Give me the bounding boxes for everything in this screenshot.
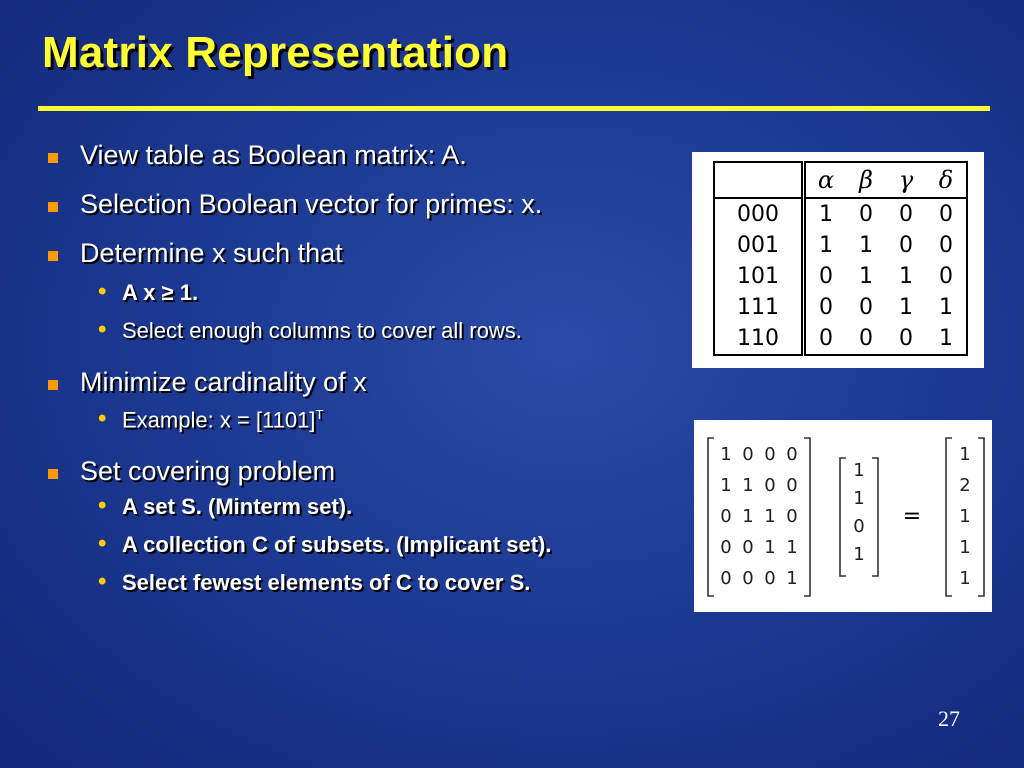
bullet-item — [44, 189, 684, 238]
sub-bullet-text: Select enough columns to cover all rows. — [122, 318, 522, 343]
row-label: 101 — [714, 261, 804, 292]
result-cell: 1 — [959, 444, 971, 465]
table-cell: 0 — [819, 264, 833, 289]
sub-bullet-item — [44, 532, 684, 570]
row-label: 000 — [714, 198, 804, 230]
sub-bullet-item — [44, 407, 684, 456]
matrix-a-cell: 1 — [786, 537, 798, 558]
bullet-text: Set covering problem — [80, 456, 336, 486]
matrix-a-cell: 0 — [720, 568, 732, 589]
matrix-a-cell: 1 — [764, 537, 776, 558]
bullet-item — [44, 367, 684, 407]
vector-x-cell: 1 — [853, 488, 865, 509]
sub-bullet-text: A x ≥ 1. — [122, 280, 199, 305]
square-bullet-icon — [48, 251, 58, 261]
dot-bullet-icon: • — [98, 492, 107, 519]
sub-bullet-text: A set S. (Minterm set). — [122, 494, 353, 519]
table-cell: 1 — [819, 202, 833, 227]
table-row — [714, 261, 967, 292]
equation-values — [720, 444, 970, 589]
equation-svg — [694, 420, 992, 612]
result-cell: 2 — [959, 475, 971, 496]
table-cell: 0 — [939, 264, 953, 289]
sub-bullet-text: A collection C of subsets. (Implicant set). — [122, 532, 552, 557]
bullet-item — [44, 238, 684, 280]
left-bracket-result — [946, 438, 952, 596]
table-cell: 1 — [859, 264, 873, 289]
bullet-text: Minimize cardinality of x — [80, 367, 367, 397]
table-cell: 0 — [899, 326, 913, 351]
sub-bullet-item — [44, 570, 684, 608]
corner-cell — [714, 162, 804, 198]
bullet-text: Selection Boolean vector for primes: x. — [80, 189, 543, 219]
right-bracket-result — [978, 438, 984, 596]
square-bullet-icon — [48, 153, 58, 163]
matrix-a-cell: 1 — [786, 568, 798, 589]
result-cell: 1 — [959, 568, 971, 589]
column-header: α — [804, 162, 847, 198]
sub-bullet-item — [44, 318, 684, 367]
left-bracket-x — [840, 458, 846, 576]
dot-bullet-icon: • — [98, 278, 107, 305]
table-cell: 1 — [899, 264, 913, 289]
table-row — [714, 323, 967, 355]
bullet-text: View table as Boolean matrix: A. — [80, 140, 467, 170]
transpose-superscript: T — [315, 407, 324, 422]
table-cell: 0 — [859, 295, 873, 320]
matrix-a-cell: 0 — [786, 444, 798, 465]
sub-bullet-text: Select fewest elements of C to cover S. — [122, 570, 531, 595]
slide-title: Matrix Representation — [42, 28, 509, 77]
matrix-a-cell: 0 — [720, 537, 732, 558]
row-label: 110 — [714, 323, 804, 355]
table-cell: 0 — [819, 326, 833, 351]
result-cell: 1 — [959, 506, 971, 527]
table-cell: 0 — [899, 202, 913, 227]
matrix-a-cell: 0 — [764, 568, 776, 589]
table-row — [714, 292, 967, 323]
prime-implicant-table — [692, 152, 984, 368]
bullet-text: Determine x such that — [80, 238, 343, 268]
bullet-item — [44, 140, 684, 189]
table-row — [714, 198, 967, 230]
column-header: δ — [926, 162, 967, 198]
bullet-list — [44, 140, 684, 608]
table-cell: 1 — [939, 326, 953, 351]
table-cell: 0 — [899, 233, 913, 258]
row-label: 111 — [714, 292, 804, 323]
bullet-item — [44, 456, 684, 494]
table-cell: 0 — [939, 202, 953, 227]
left-bracket-a — [708, 438, 714, 596]
vector-x-cell: 1 — [853, 460, 865, 481]
table-cell: 1 — [819, 233, 833, 258]
matrix-a-cell: 0 — [764, 444, 776, 465]
column-header: γ — [886, 162, 926, 198]
square-bullet-icon — [48, 202, 58, 212]
equals-sign: = — [902, 504, 922, 529]
matrix-a-cell: 0 — [720, 506, 732, 527]
square-bullet-icon — [48, 469, 58, 479]
result-cell: 1 — [959, 537, 971, 558]
table-cell: 1 — [899, 295, 913, 320]
row-label: 001 — [714, 230, 804, 261]
boolean-table — [713, 161, 968, 356]
column-header: β — [846, 162, 886, 198]
matrix-equation — [694, 420, 992, 612]
right-bracket-x — [872, 458, 878, 576]
table-cell: 0 — [819, 295, 833, 320]
table-cell: 0 — [859, 326, 873, 351]
dot-bullet-icon: • — [98, 405, 107, 432]
matrix-a-cell: 0 — [742, 444, 754, 465]
sub-bullet-text — [122, 407, 323, 433]
matrix-a-cell: 0 — [742, 537, 754, 558]
matrix-a-cell: 1 — [720, 475, 732, 496]
matrix-a-cell: 1 — [720, 444, 732, 465]
title-underline — [38, 106, 990, 111]
table-cell: 1 — [859, 233, 873, 258]
example-text: Example: x = [1101] — [122, 407, 316, 433]
matrix-a-cell: 0 — [786, 506, 798, 527]
matrix-a-cell: 1 — [764, 506, 776, 527]
right-bracket-a — [804, 438, 810, 596]
dot-bullet-icon: • — [98, 530, 107, 557]
sub-bullet-item — [44, 494, 684, 532]
dot-bullet-icon: • — [98, 316, 107, 343]
table-header-row — [714, 162, 967, 198]
vector-x-cell: 0 — [853, 516, 865, 537]
sub-bullet-item — [44, 280, 684, 318]
square-bullet-icon — [48, 380, 58, 390]
page-number: 27 — [938, 706, 960, 731]
matrix-a-cell: 1 — [742, 475, 754, 496]
matrix-a-cell: 1 — [742, 506, 754, 527]
table-cell: 0 — [939, 233, 953, 258]
matrix-a-cell: 0 — [742, 568, 754, 589]
matrix-a-cell: 0 — [764, 475, 776, 496]
matrix-a-cell: 0 — [786, 475, 798, 496]
table-cell: 1 — [939, 295, 953, 320]
dot-bullet-icon: • — [98, 568, 107, 595]
vector-x-cell: 1 — [853, 544, 865, 565]
table-row — [714, 230, 967, 261]
table-cell: 0 — [859, 202, 873, 227]
